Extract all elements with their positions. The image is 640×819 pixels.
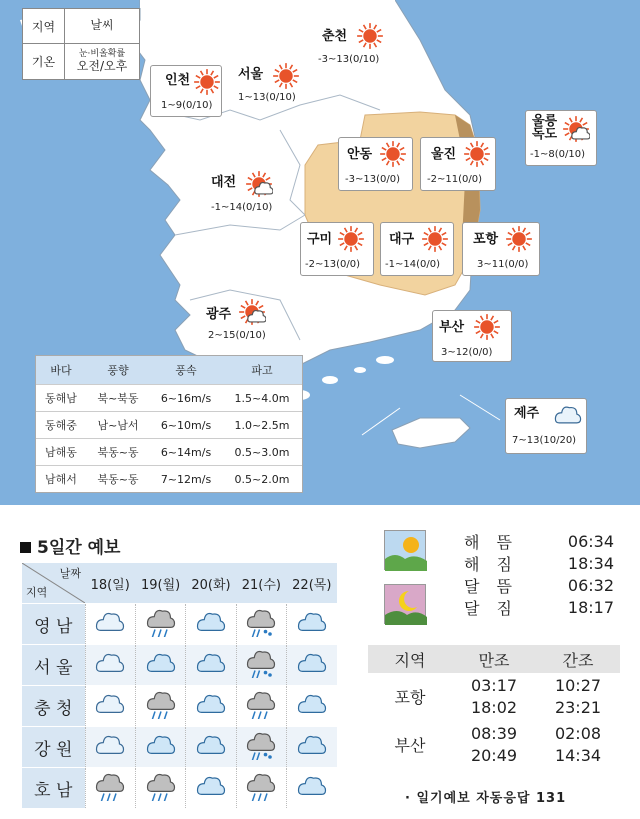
city-name: 인천	[165, 73, 191, 88]
cloud-rain-icon	[95, 790, 125, 805]
forecast-cell	[287, 727, 337, 768]
cloud-blue-icon	[196, 708, 226, 723]
forecast-row	[22, 727, 337, 768]
sea-row	[36, 384, 302, 411]
forecast-cell	[85, 768, 135, 809]
sea-header-wind-speed: 풍속	[175, 364, 197, 377]
sun-cloud-icon	[238, 298, 266, 329]
sea-cell: 동해중	[45, 419, 77, 432]
forecast-cell	[85, 645, 135, 686]
forecast-region: 강 원	[22, 727, 85, 768]
city-name: 울릉 독도	[532, 114, 558, 142]
sea-cell: 0.5~2.0m	[234, 472, 290, 486]
forecast-day: 20(화)	[186, 563, 236, 604]
cloud-rain-snow-icon	[246, 667, 276, 682]
tide-header-low: 간조	[562, 650, 594, 670]
forecast-cell	[85, 604, 135, 645]
forecast-cell	[186, 645, 236, 686]
sunrise-label: 해 뜸	[464, 532, 518, 552]
sunset-time: 18:34	[567, 553, 614, 573]
moonset-time: 18:17	[567, 597, 614, 617]
city-temp: 3~11(0/0)	[477, 259, 529, 270]
city-busan	[432, 310, 512, 362]
tide-header-high: 만조	[478, 650, 510, 670]
sun-icon	[421, 225, 449, 256]
city-gumi	[300, 222, 374, 276]
city-temp: 1~9(0/10)	[161, 100, 213, 111]
cloud-icon	[95, 667, 125, 682]
city-name: 춘천	[322, 29, 348, 44]
cloud-blue-icon	[297, 790, 327, 805]
sea-row	[36, 438, 302, 465]
forecast-cell	[236, 604, 286, 645]
legend-ampm-label: 오전/오후	[76, 58, 128, 73]
city-name: 울진	[431, 147, 457, 162]
sea-cell: 7~12m/s	[160, 472, 212, 486]
sea-header-wind-dir: 풍향	[107, 364, 129, 377]
forecast-header-row	[22, 563, 337, 604]
forecast-row	[22, 768, 337, 809]
sun-icon	[463, 140, 491, 171]
square-bullet-icon	[20, 542, 31, 553]
city-name: 포항	[473, 232, 499, 247]
city-temp: 1~13(0/10)	[238, 92, 296, 103]
city-temp: -1~14(0/0)	[385, 259, 440, 270]
forecast-corner	[22, 563, 85, 604]
sea-cell: 동해남	[45, 392, 77, 405]
sunset-label: 해 짐	[464, 554, 518, 574]
tide-location: 포항	[394, 688, 426, 707]
forecast-cell	[236, 686, 286, 727]
forecast-cell	[236, 768, 286, 809]
forecast-region: 충 청	[22, 686, 85, 727]
forecast-cell	[287, 645, 337, 686]
forecast-region: 서 울	[22, 645, 85, 686]
city-name: 서울	[238, 67, 264, 82]
moonrise-time: 06:32	[567, 575, 614, 595]
sun-icon	[356, 22, 384, 53]
city-ulleung	[525, 110, 597, 166]
sea-cell: 0.5~3.0m	[234, 445, 290, 459]
cloud-icon	[554, 401, 582, 432]
sun-icon	[272, 62, 300, 93]
city-temp: 7~13(10/20)	[512, 435, 577, 446]
cloud-rain-icon	[146, 626, 176, 641]
city-chuncheon	[318, 20, 392, 70]
sun-icon	[379, 140, 407, 171]
legend-region-label: 지역	[23, 9, 65, 43]
sea-cell: 6~10m/s	[160, 418, 212, 432]
tide-low-time: 14:34	[554, 745, 602, 765]
forecast-cell	[236, 727, 286, 768]
city-name: 대전	[211, 175, 237, 190]
forecast-cell	[186, 727, 236, 768]
cloud-rain-icon	[146, 790, 176, 805]
forecast-day: 22(목)	[287, 563, 337, 604]
tide-row	[368, 673, 620, 721]
city-jeju	[505, 398, 587, 454]
sea-cell: 6~14m/s	[160, 445, 212, 459]
forecast-cell	[287, 768, 337, 809]
sea-cell: 남~남서	[97, 419, 139, 432]
forecast-row	[22, 645, 337, 686]
sun-icon	[505, 225, 533, 256]
cloud-rain-icon	[246, 790, 276, 805]
sea-cell: 북동~동	[97, 446, 139, 459]
sea-row	[36, 465, 302, 492]
sea-row	[36, 411, 302, 438]
sea-condition-table	[35, 355, 303, 493]
forecast-cell	[135, 686, 185, 727]
forecast-cell	[135, 645, 185, 686]
cloud-rain-snow-icon	[246, 749, 276, 764]
forecast-cell	[186, 768, 236, 809]
sea-cell: 6~16m/s	[160, 391, 212, 405]
city-name: 대구	[389, 232, 415, 247]
forecast-day: 19(월)	[135, 563, 185, 604]
forecast-cell	[186, 686, 236, 727]
cloud-rain-snow-icon	[246, 626, 276, 641]
sun-icon	[337, 225, 365, 256]
city-gwangju	[200, 298, 274, 346]
forecast-cell	[287, 604, 337, 645]
sea-cell: 1.0~2.5m	[234, 418, 290, 432]
corner-region-label: 지역	[26, 586, 48, 599]
cloud-rain-icon	[146, 708, 176, 723]
sea-cell: 남해동	[45, 446, 77, 459]
tide-row	[368, 721, 620, 769]
legend-precip-label: 눈·비올확률	[78, 48, 126, 59]
tide-high-time: 08:39	[470, 723, 518, 743]
tide-high-time: 03:17	[470, 675, 518, 695]
sun-cloud-icon	[562, 115, 590, 146]
corner-date-label: 날짜	[59, 567, 81, 580]
city-name: 부산	[439, 320, 465, 335]
cloud-rain-icon	[246, 708, 276, 723]
city-temp: 2~15(0/10)	[208, 330, 266, 341]
city-daejeon	[205, 170, 277, 218]
city-andong	[338, 137, 413, 191]
city-temp: -3~13(0/10)	[318, 54, 380, 65]
forecast-cell	[287, 686, 337, 727]
forecast-cell	[135, 604, 185, 645]
tide-high-time: 20:49	[470, 745, 518, 765]
city-temp: -1~14(0/10)	[211, 202, 273, 213]
forecast-row	[22, 604, 337, 645]
city-temp: -2~11(0/0)	[427, 174, 482, 185]
cloud-blue-icon	[297, 749, 327, 764]
city-temp: -1~8(0/10)	[530, 149, 585, 160]
legend-temp-label: 기온	[23, 44, 65, 79]
auto-answer-note: · 일기예보 자동응답 131	[405, 791, 567, 806]
city-name: 광주	[206, 307, 232, 322]
sun-cloud-icon	[245, 170, 273, 201]
forecast-region: 영 남	[22, 604, 85, 645]
forecast-cell	[236, 645, 286, 686]
tide-low-time: 10:27	[554, 675, 602, 695]
city-seoul	[232, 62, 302, 110]
sea-cell: 남해서	[45, 473, 77, 486]
city-temp: -3~13(0/0)	[345, 174, 400, 185]
sea-header-wave: 파고	[251, 364, 273, 377]
sea-table-header	[36, 356, 302, 384]
city-uljin	[420, 137, 496, 191]
sea-cell: 북동~동	[97, 473, 139, 486]
cloud-blue-icon	[297, 626, 327, 641]
cloud-blue-icon	[196, 626, 226, 641]
city-temp: 3~12(0/0)	[441, 347, 493, 358]
tide-header-region: 지역	[394, 650, 426, 670]
forecast-title: 5일간 예보	[20, 533, 120, 558]
cloud-icon	[95, 626, 125, 641]
city-temp: -2~13(0/0)	[305, 259, 360, 270]
moonset-label: 달 짐	[464, 598, 518, 618]
city-name: 구미	[307, 232, 333, 247]
cloud-blue-icon	[146, 667, 176, 682]
sunrise-time: 06:34	[567, 531, 614, 551]
tide-location: 부산	[394, 736, 426, 755]
city-name: 안동	[347, 147, 373, 162]
sea-header-sea: 바다	[50, 364, 72, 377]
sea-cell: 북~북동	[97, 392, 139, 405]
forecast-region: 호 남	[22, 768, 85, 809]
cloud-blue-icon	[146, 749, 176, 764]
forecast-day: 18(일)	[85, 563, 135, 604]
cloud-blue-icon	[196, 790, 226, 805]
sun-moon-times	[378, 530, 624, 618]
cloud-blue-icon	[196, 667, 226, 682]
legend-weather-label: 날씨	[90, 18, 114, 33]
sun-icon	[193, 68, 221, 99]
tide-high-time: 18:02	[470, 697, 518, 717]
tide-low-time: 23:21	[554, 697, 602, 717]
cloud-icon	[95, 749, 125, 764]
forecast-cell	[85, 686, 135, 727]
sun-icon	[473, 313, 501, 344]
sea-cell: 1.5~4.0m	[234, 391, 290, 405]
cloud-blue-icon	[297, 667, 327, 682]
forecast-row	[22, 686, 337, 727]
forecast-cell	[135, 727, 185, 768]
moonrise-label: 달 뜸	[464, 576, 518, 596]
city-incheon	[150, 65, 222, 117]
forecast-cell	[135, 768, 185, 809]
city-name: 제주	[514, 406, 540, 421]
five-day-forecast-table	[22, 563, 337, 809]
map-legend	[22, 8, 140, 80]
cloud-blue-icon	[196, 749, 226, 764]
forecast-cell	[186, 604, 236, 645]
city-daegu	[380, 222, 454, 276]
cloud-blue-icon	[297, 708, 327, 723]
city-pohang	[462, 222, 540, 276]
forecast-cell	[85, 727, 135, 768]
cloud-icon	[95, 708, 125, 723]
tide-low-time: 02:08	[554, 723, 602, 743]
forecast-day: 21(수)	[236, 563, 286, 604]
tide-table	[368, 645, 620, 769]
